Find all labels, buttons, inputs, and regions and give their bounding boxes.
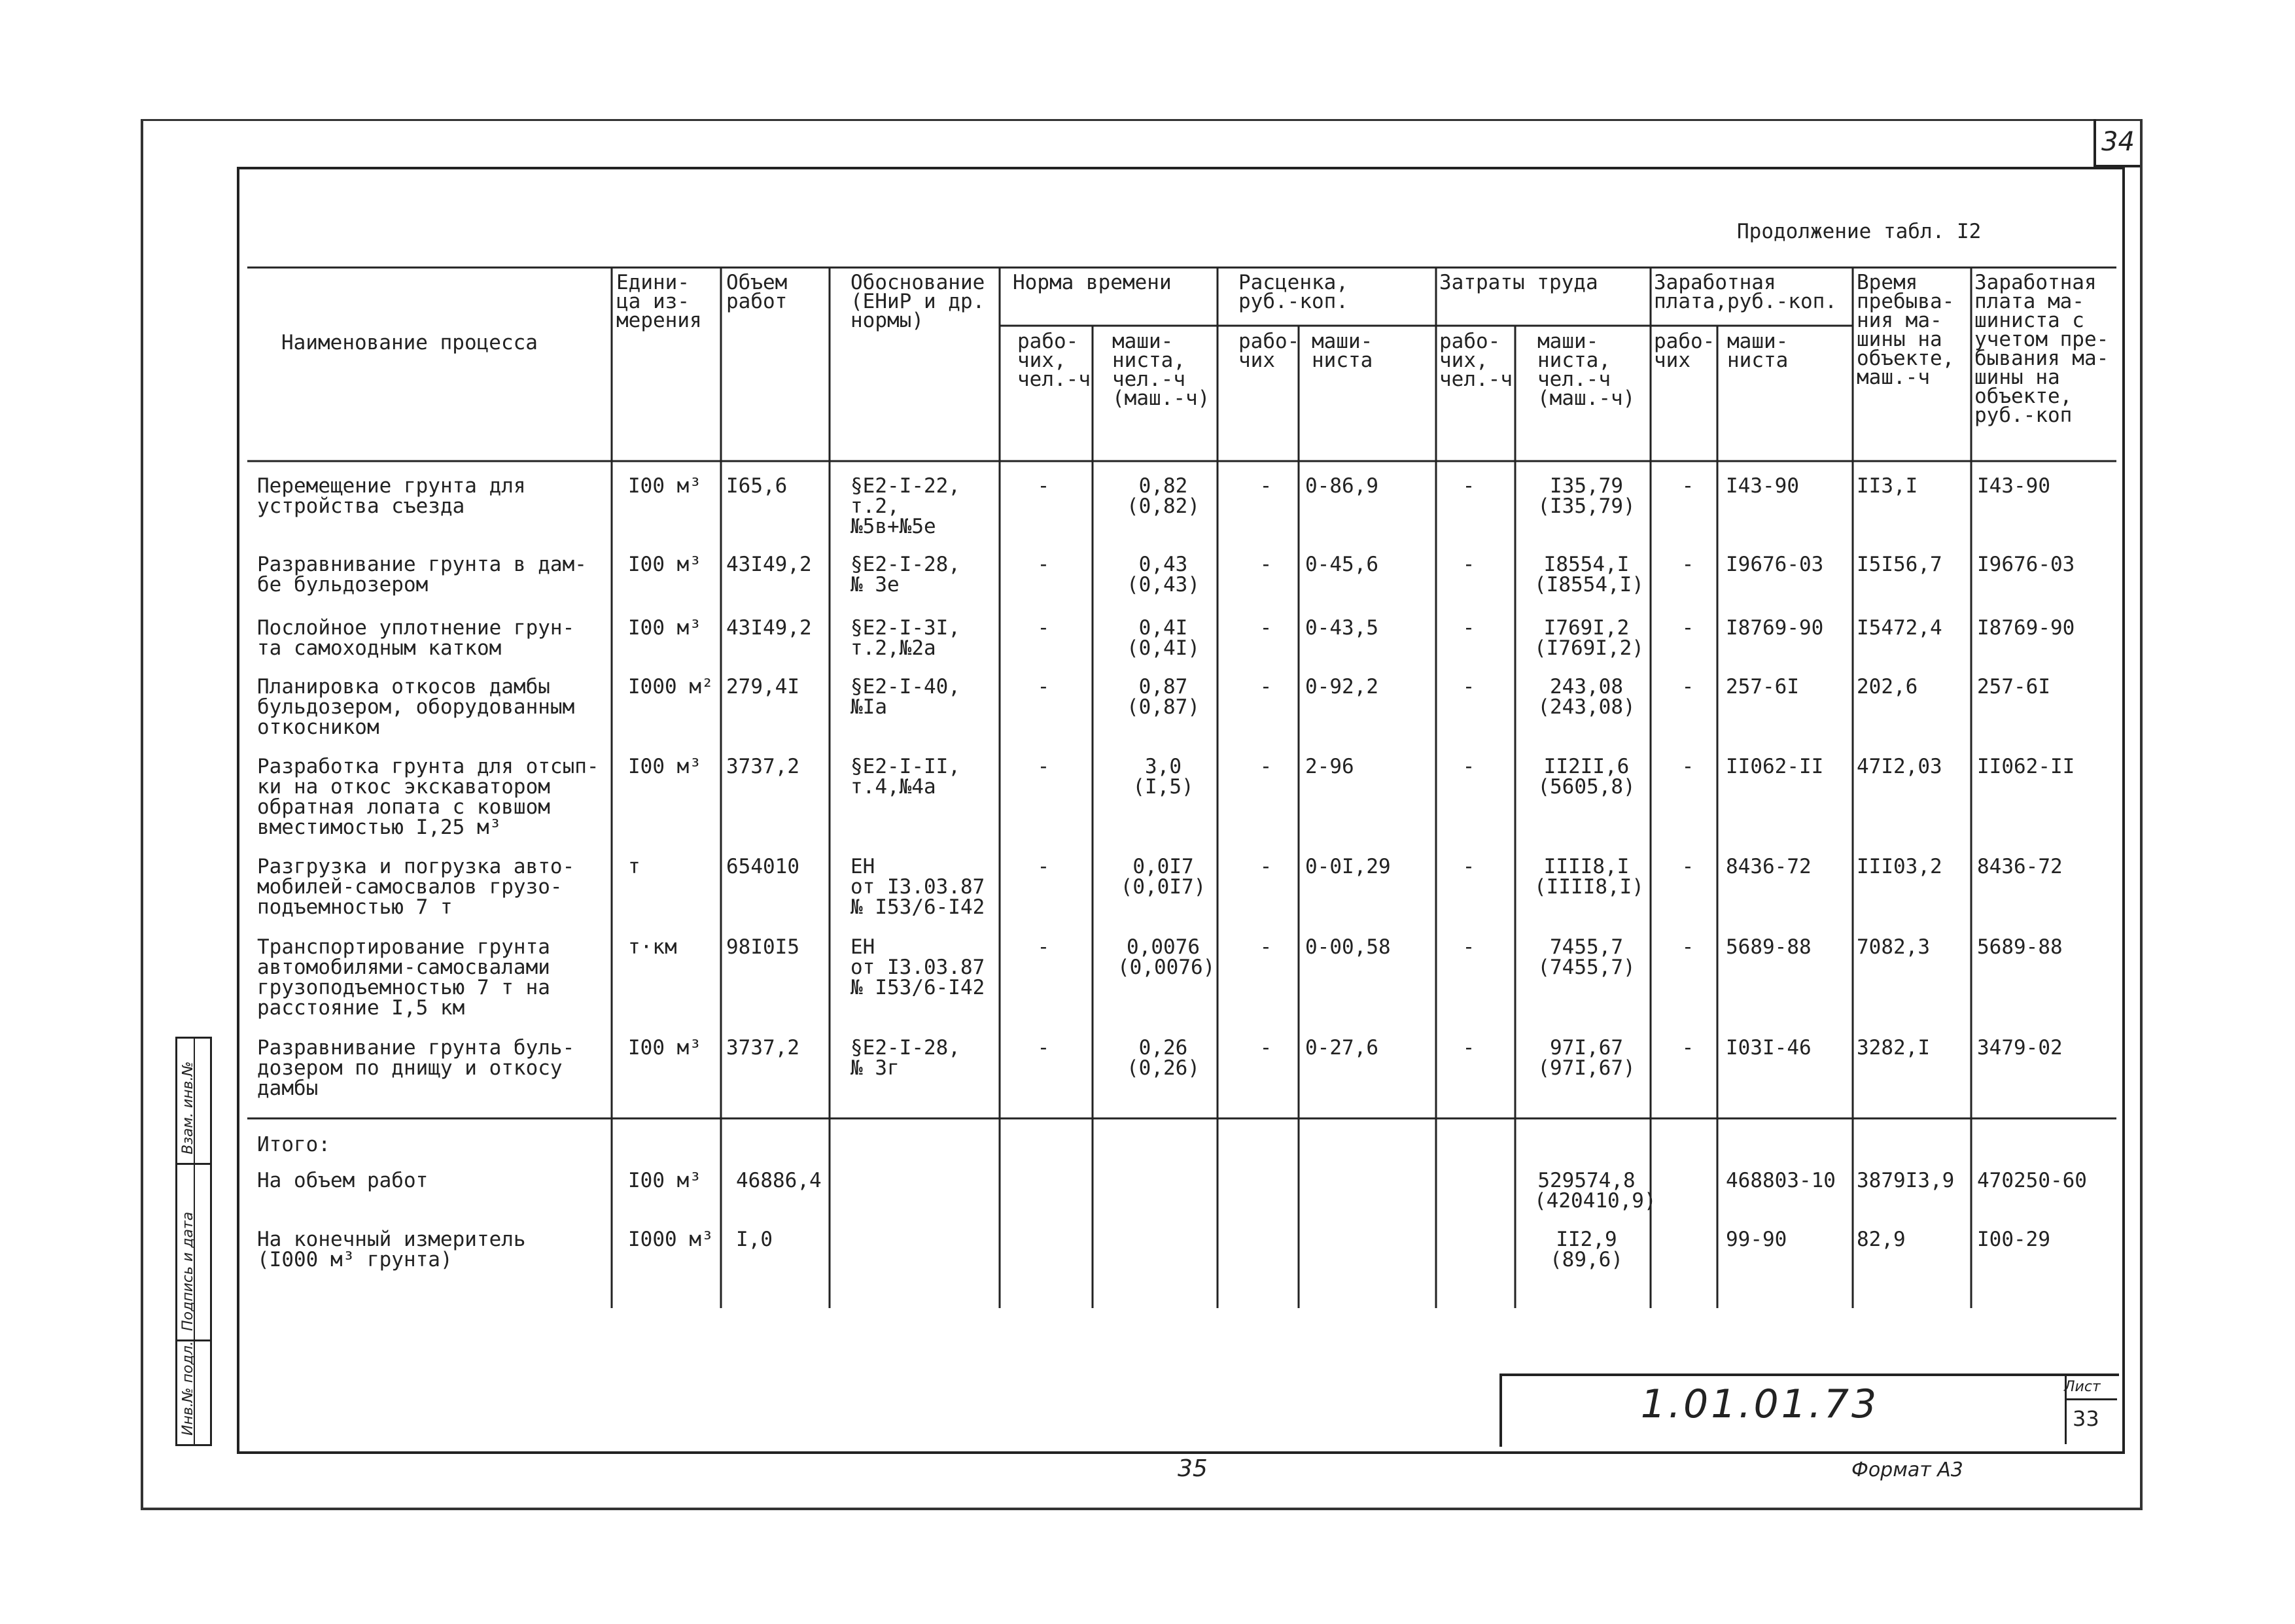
table-cell-volume: 3737,2 — [726, 755, 799, 778]
table-cell-wm: I03I-46 — [1726, 1036, 1812, 1060]
header-wage-machinist: маши- ниста — [1727, 330, 1789, 372]
table-cell-nm: 0,4I (0,4I) — [1127, 616, 1200, 660]
table-cell-wt: I43-90 — [1977, 474, 2050, 498]
table-cell-nm: 0,87 (0,87) — [1127, 675, 1200, 719]
table-cell-st: 202,6 — [1857, 675, 1918, 699]
table-cell-ww: - — [1681, 675, 1694, 699]
table-cell-nw: - — [1037, 755, 1050, 778]
table-cell-unit: I00 м³ — [628, 1036, 701, 1060]
table-cell-st: I5472,4 — [1857, 616, 1942, 640]
table-cell-basis: §Е2-I-II, т.4,№4а — [850, 755, 960, 799]
table-cell-name: Перемещение грунта для устройства съезда — [257, 474, 526, 518]
table-cell-nm: 3,0 (I,5) — [1132, 755, 1194, 799]
table-cell-wm: I43-90 — [1726, 474, 1799, 498]
table-cell-basis: §Е2-I-22, т.2, №5в+№5е — [850, 474, 960, 538]
header-rate: Расценка, руб.-коп. — [1238, 271, 1348, 313]
table-cell-basis: §Е2-I-28, № 3е — [850, 553, 960, 596]
table-cell-rm: 0-45,6 — [1305, 553, 1378, 576]
table-cell-nw: - — [1037, 474, 1050, 498]
table-cell-unit: I000 м² — [628, 675, 714, 699]
table-cell-unit: I00 м³ — [628, 474, 701, 498]
side-label-sign: Подпись и дата — [180, 1211, 196, 1331]
header-wage: Заработная плата,руб.-коп. — [1654, 271, 1837, 313]
table-cell-rw: - — [1259, 474, 1272, 498]
table-cell-nw: - — [1037, 855, 1050, 878]
table-cell-wm: I9676-03 — [1726, 553, 1824, 576]
totals-cell-volume: I,0 — [736, 1228, 773, 1251]
table-cell-rm: 0-86,9 — [1305, 474, 1378, 498]
table-cell-st: 47I2,03 — [1857, 755, 1942, 778]
table-cell-nm: 0,26 (0,26) — [1127, 1036, 1200, 1080]
table-cell-wm: 257-6I — [1726, 675, 1799, 699]
header-name: Наименование процесса — [281, 331, 538, 354]
format-label: Формат А3 — [1851, 1459, 1963, 1481]
header-volume: Объем работ — [726, 271, 788, 313]
table-cell-wm: I8769-90 — [1726, 616, 1824, 640]
table-cell-rm: 0-92,2 — [1305, 675, 1378, 699]
table-cell-volume: 654010 — [726, 855, 799, 878]
header-wage-total: Заработная плата ма- шиниста с учетом пре- бывания ма- шины на объекте, руб.-коп — [1974, 271, 2109, 427]
table-cell-lm: I769I,2 (I769I,2) — [1534, 616, 1644, 660]
table-cell-rw: - — [1259, 935, 1272, 959]
table-cell-st: 7082,3 — [1857, 935, 1930, 959]
totals-cell-wm: 99-90 — [1726, 1228, 1787, 1251]
table-cell-wt: I8769-90 — [1977, 616, 2075, 640]
table-cell-lw: - — [1462, 1036, 1475, 1060]
table-cell-volume: 43I49,2 — [726, 616, 812, 640]
header-rate-machinist: маши- ниста — [1312, 330, 1373, 372]
bottom-page-number: 35 — [1178, 1455, 1208, 1482]
table-cell-unit: I00 м³ — [628, 755, 701, 778]
table-cell-rw: - — [1259, 1036, 1272, 1060]
table-cell-wt: 3479-02 — [1977, 1036, 2063, 1060]
table-cell-st: II3,I — [1857, 474, 1918, 498]
sheet-label: Лист — [2064, 1379, 2101, 1395]
table-cell-name: Послойное уплотнение грун- та самоходным катком — [257, 616, 575, 660]
table-cell-ww: - — [1681, 855, 1694, 878]
table-cell-rw: - — [1259, 553, 1272, 576]
side-label-inv: Инв.№ подл. — [180, 1341, 196, 1436]
header-wage-workers: рабо- чих — [1654, 330, 1715, 372]
header-stay-time: Время пребыва- ния ма- шины на объекте, маш.-ч — [1857, 271, 1955, 389]
table-cell-unit: т — [628, 855, 640, 878]
totals-cell-wt: I00-29 — [1977, 1228, 2050, 1251]
table-cell-wt: I9676-03 — [1977, 553, 2075, 576]
table-cell-lw: - — [1462, 474, 1475, 498]
document-code: 1.01.01.73 — [1640, 1381, 1880, 1427]
table-cell-basis: ЕН от I3.03.87 № I53/6-I42 — [850, 935, 985, 999]
totals-cell-wm: 468803-10 — [1726, 1169, 1836, 1192]
table-cell-basis: §Е2-I-40, №Iа — [850, 675, 960, 719]
table-cell-nm: 0,0076 (0,0076) — [1117, 935, 1216, 979]
table-cell-name: Планировка откосов дамбы бульдозером, оборудованным откосником — [257, 675, 575, 739]
table-cell-ww: - — [1681, 755, 1694, 778]
totals-cell-unit: I00 м³ — [628, 1169, 701, 1192]
table-cell-nw: - — [1037, 675, 1050, 699]
table-cell-volume: 3737,2 — [726, 1036, 799, 1060]
table-cell-lm: IIII8,I (IIII8,I) — [1534, 855, 1644, 899]
table-cell-wt: 5689-88 — [1977, 935, 2063, 959]
table-cell-wt: 257-6I — [1977, 675, 2050, 699]
table-cell-lw: - — [1462, 755, 1475, 778]
header-basis: Обоснование (ЕНиР и др. нормы) — [850, 271, 985, 332]
table-cell-basis: §Е2-I-28, № 3г — [850, 1036, 960, 1080]
table-cell-lw: - — [1462, 553, 1475, 576]
table-title: Продолжение табл. I2 — [1737, 220, 1982, 243]
page-number: 34 — [2094, 119, 2140, 167]
table-cell-lm: II2II,6 (5605,8) — [1537, 755, 1636, 799]
table-cell-nw: - — [1037, 616, 1050, 640]
header-unit: Едини- ца из- мерения — [616, 271, 702, 332]
header-norm: Норма времени — [1013, 271, 1172, 294]
table-cell-rw: - — [1259, 675, 1272, 699]
table-cell-name: Разравнивание грунта буль- дозером по днищу и откосу дамбы — [257, 1036, 575, 1100]
header-labor: Затраты труда — [1439, 271, 1598, 294]
table-cell-volume: 98I0I5 — [726, 935, 799, 959]
table-cell-lm: 7455,7 (7455,7) — [1537, 935, 1636, 979]
totals-label: Итого: — [257, 1133, 330, 1156]
table-cell-lw: - — [1462, 855, 1475, 878]
table-cell-lm: I8554,I (I8554,I) — [1534, 553, 1644, 596]
totals-cell-name: На конечный измеритель (I000 м³ грунта) — [257, 1228, 526, 1271]
table-cell-unit: I00 м³ — [628, 616, 701, 640]
totals-cell-lm: II2,9 (89,6) — [1550, 1228, 1623, 1271]
table-cell-wm: 5689-88 — [1726, 935, 1812, 959]
table-cell-nw: - — [1037, 935, 1050, 959]
table-cell-lm: I35,79 (I35,79) — [1537, 474, 1636, 518]
table-cell-rm: 0-43,5 — [1305, 616, 1378, 640]
totals-cell-wt: 470250-60 — [1977, 1169, 2087, 1192]
table-cell-name: Транспортирование грунта автомобилями-самосвалами грузоподъемностью 7 т на расстояние I,5 км — [257, 935, 550, 1020]
table-cell-basis: §Е2-I-3I, т.2,№2а — [850, 616, 960, 660]
table-cell-st: 3282,I — [1857, 1036, 1930, 1060]
table-cell-volume: I65,6 — [726, 474, 788, 498]
table-cell-ww: - — [1681, 474, 1694, 498]
totals-cell-lm: 529574,8 (420410,9) — [1534, 1169, 1656, 1213]
table-cell-name: Разработка грунта для отсып- ки на откос экскаватором обратная лопата с ковшом вместимостью I,25 м³ — [257, 755, 599, 839]
table-cell-rm: 0-0I,29 — [1305, 855, 1391, 878]
sheet-number: 33 — [2073, 1406, 2099, 1431]
table-cell-nw: - — [1037, 553, 1050, 576]
table-cell-rm: 0-27,6 — [1305, 1036, 1378, 1060]
table-cell-rm: 0-00,58 — [1305, 935, 1391, 959]
table-cell-lw: - — [1462, 675, 1475, 699]
header-rate-workers: рабо- чих — [1238, 330, 1300, 372]
totals-cell-unit: I000 м³ — [628, 1228, 714, 1251]
table-cell-rm: 2-96 — [1305, 755, 1354, 778]
header-labor-machinist: маши- ниста, чел.-ч (маш.-ч) — [1537, 330, 1636, 410]
table-cell-unit: I00 м³ — [628, 553, 701, 576]
totals-cell-name: На объем работ — [257, 1169, 429, 1192]
totals-cell-st: 82,9 — [1857, 1228, 1906, 1251]
table-cell-wt: 8436-72 — [1977, 855, 2063, 878]
table-cell-ww: - — [1681, 1036, 1694, 1060]
table-cell-nm: 0,0I7 (0,0I7) — [1120, 855, 1206, 899]
table-cell-st: I5I56,7 — [1857, 553, 1942, 576]
table-cell-st: III03,2 — [1857, 855, 1942, 878]
header-norm-workers: рабо- чих, чел.-ч — [1017, 330, 1091, 391]
totals-cell-volume: 46886,4 — [736, 1169, 822, 1192]
table-cell-name: Разгрузка и погрузка авто- мобилей-самосвалов грузо- подъемностью 7 т — [257, 855, 575, 919]
table-cell-rw: - — [1259, 755, 1272, 778]
table-cell-lw: - — [1462, 935, 1475, 959]
table-cell-lm: 97I,67 (97I,67) — [1537, 1036, 1636, 1080]
table-cell-ww: - — [1681, 616, 1694, 640]
header-norm-machinist: маши- ниста, чел.-ч (маш.-ч) — [1112, 330, 1210, 410]
table-cell-wm: II062-II — [1726, 755, 1824, 778]
table-cell-volume: 279,4I — [726, 675, 799, 699]
table-cell-nm: 0,43 (0,43) — [1127, 553, 1200, 596]
table-cell-volume: 43I49,2 — [726, 553, 812, 576]
table-cell-basis: ЕН от I3.03.87 № I53/6-I42 — [850, 855, 985, 919]
side-label-replace: Взам. инв.№ — [180, 1061, 196, 1154]
table-cell-unit: т·км — [628, 935, 677, 959]
table-cell-ww: - — [1681, 935, 1694, 959]
table-cell-wm: 8436-72 — [1726, 855, 1812, 878]
table-cell-lw: - — [1462, 616, 1475, 640]
table-cell-nw: - — [1037, 1036, 1050, 1060]
table-cell-wt: II062-II — [1977, 755, 2075, 778]
table-cell-nm: 0,82 (0,82) — [1127, 474, 1200, 518]
table-cell-name: Разравнивание грунта в дам- бе бульдозером — [257, 553, 587, 596]
totals-cell-st: 3879I3,9 — [1857, 1169, 1955, 1192]
table-cell-rw: - — [1259, 855, 1272, 878]
table-cell-rw: - — [1259, 616, 1272, 640]
table-cell-lm: 243,08 (243,08) — [1537, 675, 1636, 719]
header-labor-workers: рабо- чих, чел.-ч — [1439, 330, 1513, 391]
table-cell-ww: - — [1681, 553, 1694, 576]
